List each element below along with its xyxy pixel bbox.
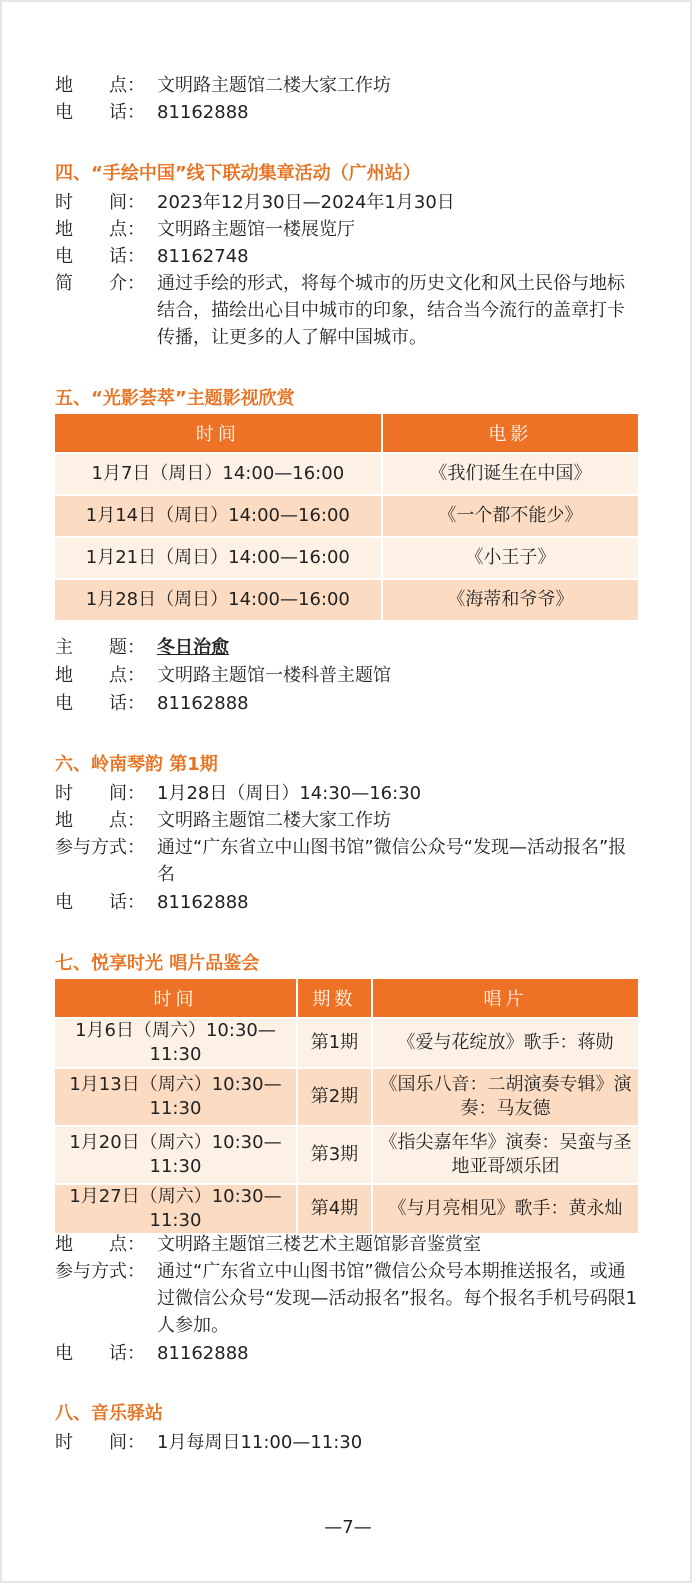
table-row (55, 496, 638, 538)
table-row (55, 454, 638, 496)
table-row (55, 1127, 638, 1185)
cell-issue: 第1期 (298, 1019, 373, 1069)
header-issue: 期数 (298, 979, 373, 1019)
label: 电 话： (55, 693, 145, 714)
header-record: 唱片 (373, 979, 638, 1019)
cell-record: 《国乐八音：二胡演奏专辑》演奏：马友德 (373, 1069, 638, 1127)
cell-time: 1月21日（周日）14:00—16:00 (55, 538, 383, 580)
label: 电 话： (55, 102, 145, 123)
value: 1月每周日11:00—11:30 (157, 1432, 363, 1453)
label: 地 点： (55, 75, 145, 96)
value: 81162888 (157, 102, 249, 123)
label: 电 话： (55, 892, 145, 913)
table-row (55, 538, 638, 580)
label: 地 点： (55, 219, 145, 240)
header-movie: 电影 (383, 414, 638, 454)
cell-time: 1月13日（周六）10:30—11:30 (55, 1069, 298, 1127)
cell-issue: 第3期 (298, 1127, 373, 1185)
cell-time: 1月7日（周日）14:00—16:00 (55, 454, 383, 496)
movie-table (55, 414, 638, 622)
label: 地 点： (55, 810, 145, 831)
label: 地 点： (55, 665, 145, 686)
value: 冬日治愈 (157, 637, 229, 658)
table-row (55, 580, 638, 622)
cell-record: 《爱与花绽放》歌手：蒋勋 (373, 1019, 638, 1069)
cell-issue: 第4期 (298, 1185, 373, 1235)
page-number: —7— (324, 1517, 372, 1538)
header-time: 时间 (55, 414, 383, 454)
value: 文明路主题馆三楼艺术主题馆影音鉴赏室 (157, 1234, 481, 1255)
cell-movie: 《海蒂和爷爷》 (383, 580, 638, 622)
table-row (55, 1185, 638, 1235)
label: 时 间： (55, 1432, 145, 1453)
value: 1月28日（周日）14:30—16:30 (157, 783, 422, 804)
label: 主 题： (55, 637, 145, 658)
value: 文明路主题馆二楼大家工作坊 (157, 75, 391, 96)
value: 81162748 (157, 246, 249, 267)
table-header (55, 414, 638, 454)
value: 通过手绘的形式，将每个城市的历史文化和风土民俗与地标结合，描绘出心目中城市的印象，结合当今流行的盖章打卡传播，让更多的人了解中国城市。 (157, 273, 625, 348)
label: 时 间： (55, 192, 145, 213)
value: 81162888 (157, 693, 249, 714)
label: 电 话： (55, 246, 145, 267)
value: 通过“广东省立中山图书馆”微信公众号“发现—活动报名”报名 (157, 837, 627, 885)
label: 简 介： (55, 273, 145, 294)
label: 电 话： (55, 1343, 145, 1364)
value: 81162888 (157, 1343, 249, 1364)
value: 2023年12月30日—2024年1月30日 (157, 192, 455, 213)
label: 地 点： (55, 1234, 145, 1255)
cell-record: 《与月亮相见》歌手：黄永灿 (373, 1185, 638, 1235)
cell-movie: 《小王子》 (383, 538, 638, 580)
table-row (55, 1019, 638, 1069)
cell-issue: 第2期 (298, 1069, 373, 1127)
label: 时 间： (55, 783, 145, 804)
cell-time: 1月20日（周六）10:30—11:30 (55, 1127, 298, 1185)
cell-time: 1月6日（周六）10:30—11:30 (55, 1019, 298, 1069)
value: 文明路主题馆二楼大家工作坊 (157, 810, 391, 831)
cell-time: 1月14日（周日）14:00—16:00 (55, 496, 383, 538)
value: 文明路主题馆一楼科普主题馆 (157, 665, 391, 686)
cell-movie: 《我们诞生在中国》 (383, 454, 638, 496)
section-5-title: 五、“光影荟萃”主题影视欣赏 (55, 388, 295, 409)
value: 文明路主题馆一楼展览厅 (157, 219, 355, 240)
table-header (55, 979, 638, 1019)
section-7-title: 七、悦享时光 唱片品鉴会 (55, 953, 260, 974)
record-table (55, 979, 638, 1235)
section-6-title: 六、岭南琴韵 第1期 (55, 754, 218, 775)
value: 81162888 (157, 892, 249, 913)
cell-time: 1月28日（周日）14:00—16:00 (55, 580, 383, 622)
label: 参与方式： (55, 837, 145, 858)
table-row (55, 1069, 638, 1127)
section-4-title: 四、“手绘中国”线下联动集章活动（广州站） (55, 163, 421, 184)
section-8-title: 八、音乐驿站 (55, 1403, 163, 1424)
label: 参与方式： (55, 1261, 145, 1282)
cell-record: 《指尖嘉年华》演奏：吴蛮与圣地亚哥颂乐团 (373, 1127, 638, 1185)
header-time: 时间 (55, 979, 298, 1019)
cell-time: 1月27日（周六）10:30—11:30 (55, 1185, 298, 1235)
cell-movie: 《一个都不能少》 (383, 496, 638, 538)
value: 通过“广东省立中山图书馆”微信公众号本期推送报名，或通过微信公众号“发现—活动报名”报名。每个报名手机号码限1人参加。 (157, 1261, 638, 1336)
